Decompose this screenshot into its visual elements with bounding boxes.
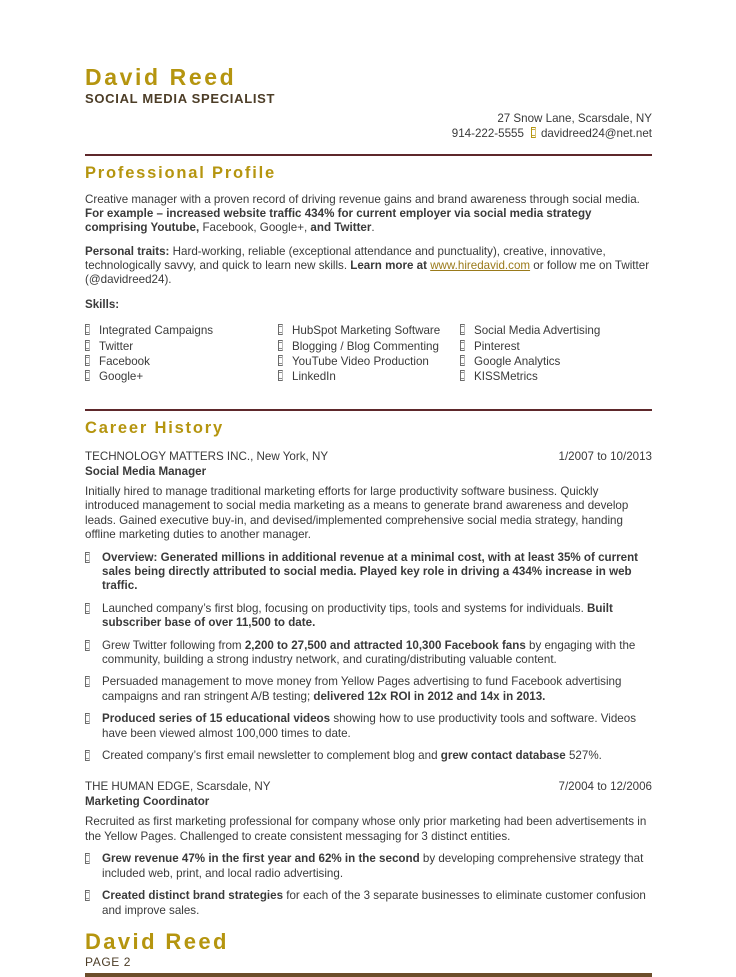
text-run: by engaging with the community, building a strong industry network, and curating/distributing valuable content.: [102, 638, 636, 666]
bullet-box-icon: [85, 890, 90, 901]
skill-label: YouTube Video Production: [292, 354, 429, 368]
text-run: Grew Twitter following from: [102, 638, 245, 652]
text-run: For example – increased website traffic 434% for current employer via social media strategy comprising Youtube,: [85, 207, 592, 235]
bullet-box-icon: [460, 370, 465, 381]
candidate-title: SOCIAL MEDIA SPECIALIST: [85, 91, 276, 106]
skill-item: [278, 369, 460, 384]
contact-email: davidreed24@net.net: [540, 126, 652, 140]
skills-grid: [85, 323, 652, 384]
bullet-box-icon: [85, 552, 90, 563]
job-bullets: [85, 852, 652, 917]
candidate-name: David Reed: [85, 64, 237, 90]
job-bullet: [85, 602, 652, 630]
skill-item: [460, 354, 652, 369]
job-header: [85, 780, 652, 795]
hiredavid-link[interactable]: www.hiredavid.com: [430, 258, 531, 272]
text-run: Recruited as first marketing professional for company whose only prior marketing had been advertisements in the Yellow Pages. Challenged to create consistent messaging for 3 distinct entities.: [85, 815, 647, 843]
job-dates: 7/2004 to 12/2006: [558, 780, 652, 794]
text-run: Facebook, Google+,: [202, 221, 311, 235]
bullet-text: [102, 712, 652, 740]
bullet-box-icon: [85, 355, 90, 366]
bullet-text: [102, 675, 652, 703]
bullet-box-icon: [278, 340, 283, 351]
footer-page-number: PAGE 2: [85, 954, 132, 969]
section-divider: [85, 154, 652, 156]
skill-item: [85, 339, 278, 354]
skill-label: Facebook: [99, 354, 150, 368]
resume-header: [85, 64, 652, 141]
skill-item: [460, 339, 652, 354]
section-divider: [85, 409, 652, 411]
job-title: Marketing Coordinator: [85, 794, 210, 808]
job-title: Social Media Manager: [85, 464, 207, 478]
skill-label: Google+: [99, 370, 144, 384]
job-summary: [85, 815, 652, 843]
profile-section-heading: Professional Profile: [85, 164, 276, 182]
job-bullet: [85, 551, 652, 594]
text-run: Created company’s first email newsletter to complement blog and: [102, 749, 441, 763]
text-run: Overview: Generated millions in additional revenue at a minimal cost, with at least 35% of current sales being directly attributed to social media. Played key role in driving a 434% increase in web traffic.: [102, 550, 639, 592]
contact-block: [85, 112, 652, 141]
bullet-box-icon: [85, 640, 90, 651]
footer-bar: [85, 973, 652, 977]
text-run: delivered 12x ROI in 2012 and 14x in 2013.: [313, 689, 546, 703]
bullet-text: [102, 749, 652, 763]
skill-label: Integrated Campaigns: [99, 324, 214, 338]
bullet-box-icon: [460, 355, 465, 366]
skill-label: Pinterest: [474, 339, 520, 353]
contact-address: 27 Snow Lane, Scarsdale, NY: [497, 112, 652, 125]
skill-label: KISSMetrics: [474, 370, 538, 384]
skill-label: LinkedIn: [292, 370, 336, 384]
skill-label: Twitter: [99, 339, 134, 353]
bullet-box-icon: [531, 127, 536, 138]
bullet-text: [102, 602, 652, 630]
skill-label: HubSpot Marketing Software: [292, 324, 441, 338]
contact-phone: 914-222-5555: [451, 126, 524, 140]
job-header: [85, 450, 652, 465]
skill-item: [460, 369, 652, 384]
skills-label: Skills:: [85, 298, 120, 312]
text-run: Grew revenue 47% in the first year and 62% in the second: [102, 852, 420, 866]
bullet-text: [102, 889, 652, 917]
footer-candidate-name: David Reed: [85, 928, 229, 954]
skill-item: [278, 339, 460, 354]
skills-column-1: [85, 323, 278, 384]
text-run: showing how to use productivity tools and software. Videos have been viewed almost 100,000 times to date.: [102, 712, 636, 740]
job-entry-1: [85, 450, 652, 763]
bullet-box-icon: [460, 340, 465, 351]
text-run: Learn more at: [350, 258, 431, 272]
text-run: by developing comprehensive strategy that included web, print, and local radio advertising.: [102, 852, 644, 880]
skill-item: [278, 323, 460, 338]
skill-item: [460, 323, 652, 338]
text-run: .: [371, 221, 375, 235]
job-bullet: [85, 749, 652, 763]
skill-label: Social Media Advertising: [474, 324, 601, 338]
skills-column-3: [460, 323, 652, 384]
profile-paragraph-1: [85, 193, 652, 236]
skill-item: [278, 354, 460, 369]
text-run: for each of the 3 separate businesses to eliminate customer confusion and improve sales.: [102, 889, 646, 917]
job-bullet: [85, 639, 652, 667]
job-bullet: [85, 712, 652, 740]
bullet-box-icon: [85, 324, 90, 335]
job-company: THE HUMAN EDGE, Scarsdale, NY: [85, 780, 271, 794]
bullet-box-icon: [85, 713, 90, 724]
bullet-box-icon: [85, 340, 90, 351]
text-run: 2,200 to 27,500 and attracted 10,300 Facebook fans: [244, 638, 526, 652]
bullet-text: [102, 551, 652, 594]
resume-footer: [85, 930, 652, 977]
job-company: TECHNOLOGY MATTERS INC., New York, NY: [85, 450, 329, 464]
text-run: Personal traits:: [85, 244, 173, 258]
career-section-heading: Career History: [85, 419, 224, 438]
skills-column-2: [278, 323, 460, 384]
text-run: grew contact database: [440, 749, 566, 763]
job-dates: 1/2007 to 10/2013: [558, 450, 652, 464]
skill-item: [85, 369, 278, 384]
job-entry-2: [85, 780, 652, 917]
bullet-box-icon: [460, 324, 465, 335]
job-bullet: [85, 852, 652, 880]
jobs-list: [85, 450, 652, 917]
text-run: Built subscriber base of over 11,500 to date.: [102, 601, 613, 629]
job-bullet: [85, 889, 652, 917]
skill-label: Google Analytics: [474, 354, 561, 368]
profile-paragraph-2: [85, 245, 652, 288]
text-run: Persuaded management to move money from Yellow Pages advertising to fund Facebook advertising campaigns and ran stringent A/B testing;: [102, 675, 622, 703]
job-bullet: [85, 675, 652, 703]
text-run: and Twitter: [310, 221, 372, 235]
skill-item: [85, 323, 278, 338]
job-bullets: [85, 551, 652, 764]
skill-label: Blogging / Blog Commenting: [292, 339, 439, 353]
bullet-box-icon: [85, 370, 90, 381]
bullet-box-icon: [85, 676, 90, 687]
text-run: Created distinct brand strategies: [102, 889, 284, 903]
text-run: Launched company’s first blog, focusing on productivity tips, tools and systems for individuals.: [102, 601, 588, 615]
bullet-box-icon: [85, 603, 90, 614]
skill-item: [85, 354, 278, 369]
bullet-box-icon: [85, 750, 90, 761]
bullet-box-icon: [85, 853, 90, 864]
text-run: 527%.: [565, 749, 602, 763]
bullet-box-icon: [278, 324, 283, 335]
bullet-text: [102, 852, 652, 880]
bullet-box-icon: [278, 355, 283, 366]
job-summary: [85, 485, 652, 542]
contact-phone-email: [85, 127, 652, 142]
bullet-box-icon: [278, 370, 283, 381]
text-run: Initially hired to manage traditional marketing efforts for large productivity software business. Quickly introduced management to social media marketing as a means to generate brand awareness and develop leads. Gained executive buy-in, and devised/implemented comprehensive social media strategy, handing offline marketing duties to another manager.: [85, 485, 629, 541]
text-run: Hard-working, reliable (exceptional attendance and punctuality), creative, innovative, technologically savvy, and quick to learn new skills.: [85, 244, 606, 272]
bullet-text: [102, 639, 652, 667]
text-run: Produced series of 15 educational videos: [102, 712, 331, 726]
text-run: Creative manager with a proven record of driving revenue gains and brand awareness through social media.: [85, 193, 640, 206]
text-run: or follow me on Twitter (@davidreed24).: [85, 258, 650, 287]
